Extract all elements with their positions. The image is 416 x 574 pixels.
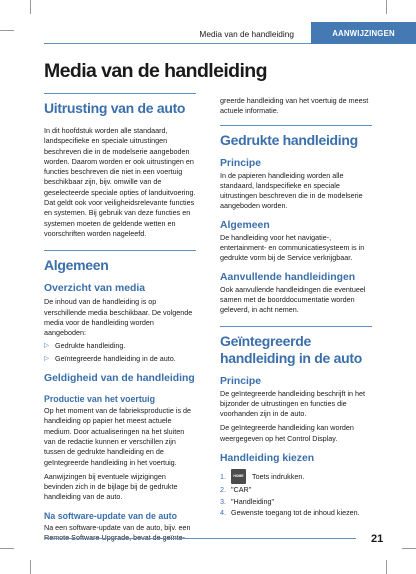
paragraph-principe-geintegreerd: De geïntegreerde handleiding beschrijft in het bijzonder de uitrustingen en functies die voorhanden zijn in de auto.: [220, 388, 366, 419]
triangle-bullet-icon: ▷: [44, 342, 49, 350]
paragraph-principe: In de papieren handleiding worden alle standaard, landspecifieke en speciale uitrustingen beschreven die in de modelserie aangeboden worden.: [220, 170, 363, 211]
footer-rule: [44, 538, 356, 539]
crop-mark: [0, 548, 14, 549]
crop-mark: [386, 560, 387, 574]
list-item: ▷ Geïntegreerde handleiding in de auto.: [44, 353, 176, 363]
paragraph-aanvullende: Ook aanvullende handleidingen die eventueel samen met de boorddocumentatie worden geleverd, in acht nemen.: [220, 284, 366, 315]
page-title: Media van de handleiding: [44, 60, 267, 82]
step-item: 3. "Handleiding": [220, 496, 275, 506]
crop-mark: [30, 0, 31, 14]
crop-mark: [386, 0, 387, 14]
step-item: 2. "CAR": [220, 485, 252, 495]
paragraph-software-update: Na een software-update van de auto, bijv. een: [44, 522, 191, 532]
triangle-bullet-icon: ▷: [44, 354, 49, 362]
heading-uitrusting: Uitrusting van de auto: [44, 93, 196, 117]
heading-handleiding-kiezen: Handleiding kiezen: [220, 453, 315, 465]
home-button-icon: HOME: [231, 469, 246, 484]
heading-geintegreerde: Geïntegreerde handleiding in de auto: [220, 326, 372, 367]
paragraph-uitrusting: In dit hoofdstuk worden alle standaard, landspecifieke en speciale uitrustingen beschreven die in de modelserie aangeboden worden. Daarom worden er ook uitrustingen en functies beschreven die niet in een voertuig beschikbaar zijn, bijv. omwille van de geselecteerde speciale opties of landuitvoering. Dat geldt ook voor veiligheidsrelevante functies en systemen. Bij gebruik van deze functies en systemen moeten de geldende wetten en voorschriften worden nageleefd.: [44, 126, 196, 238]
steps-list: [220, 469, 372, 519]
step-item: 1. HOME Toets indrukken.: [220, 469, 372, 484]
step-item: 4. Gewenste toegang tot de inhoud kiezen.: [220, 508, 360, 518]
heading-geldigheid: Geldigheid van de handleiding: [44, 373, 195, 385]
paragraph-control-display: De geïntegreerde handleiding kan worden weergegeven op het Control Display.: [220, 423, 354, 443]
heading-algemeen: Algemeen: [44, 250, 196, 274]
heading-gedrukte: Gedrukte handleiding: [220, 125, 372, 149]
paragraph-productie: Op het moment van de fabrieksproductie is de handleiding op papier het meest actuele medium. Door actualiseringen na het sluiten van de redactie kunnen er verschillen zijn tussen de gedrukte handleiding en de geïntegreerde handleiding in het voertuig.: [44, 406, 192, 467]
crop-mark: [0, 30, 14, 31]
paragraph-algemeen-gedrukt: De handleiding voor het navigatie-, entertainment- en communicatiesysteem is in gedrukte vorm bij de Service verkrijgbaar.: [220, 232, 365, 263]
list-item: ▷ Gedrukte handleiding.: [44, 341, 126, 351]
running-header-section: Media van de handleiding: [199, 29, 294, 39]
crop-mark: [30, 560, 31, 574]
chapter-tab: AANWIJZINGEN: [311, 22, 416, 44]
header-rule: [44, 43, 344, 44]
crop-mark: [402, 548, 416, 549]
heading-software-update: Na software-update van de auto: [44, 510, 177, 521]
heading-overzicht: Overzicht van media: [44, 283, 146, 295]
heading-aanvullende: Aanvullende handleidingen: [220, 271, 356, 283]
left-column: [44, 93, 196, 543]
heading-productie: Productie van het voertuig: [44, 394, 155, 405]
heading-algemeen-gedrukt: Algemeen: [220, 219, 270, 231]
right-column: [220, 96, 372, 519]
paragraph-continuation: greerde handleiding van het voertuig de meest actuele informatie.: [220, 96, 369, 116]
heading-principe: Principe: [220, 157, 261, 169]
media-list: [44, 341, 196, 364]
page-number: 21: [371, 533, 384, 545]
heading-principe-geintegreerd: Principe: [220, 375, 261, 387]
paragraph-overzicht: De inhoud van de handleiding is op verschillende media beschikbaar. De volgende media voor de handleiding worden aangeboden:: [44, 297, 193, 338]
paragraph-wijzigingen: Aanwijzingen bij eventuele wijzigingen bevinden zich in de bijlage bij de gedrukte handleiding van de auto.: [44, 471, 178, 502]
